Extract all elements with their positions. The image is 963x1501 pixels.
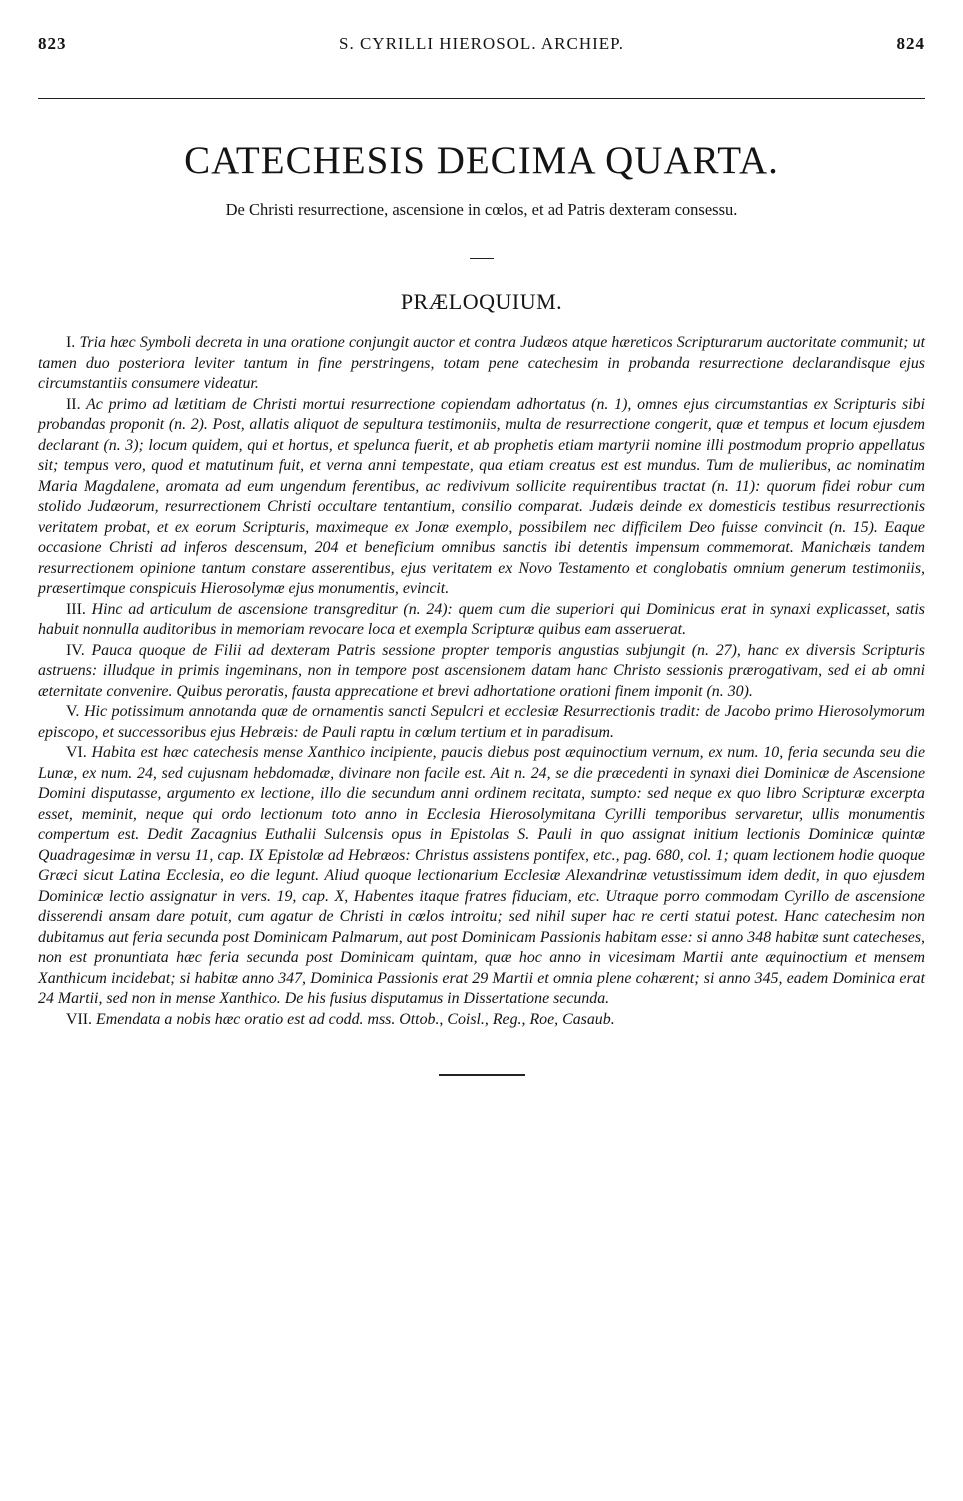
paragraph-7	[38, 1010, 925, 1031]
header-rule	[38, 98, 925, 99]
paragraph-marker: VII.	[66, 1010, 93, 1028]
title-separator	[470, 258, 494, 259]
paragraph-text: Hinc ad articulum de ascensione transgreditur (n. 24): quem cum die superiori qui Dominicus erat in synaxi explicasset, satis habuit nonnulla auditoribus in memoriam revocare loca et exempla Scripturæ quibus eam asseruerat.	[38, 600, 925, 638]
paragraph-1	[38, 333, 925, 395]
paragraph-text: Pauca quoque de Filii ad dexteram Patris sessione propter temporis angustias subjungit (n. 27), hanc ex diversis Scripturis astruens: illudque in primis ingeminans, non in tempore post ascensionem datam hanc Christo sessionis prærogativam, sed ei ab omni æternitate convenire. Quibus peroratis, fausta apprecatione et brevi adhortatione orationi finem imponit (n. 30).	[38, 641, 925, 700]
paragraph-3	[38, 600, 925, 641]
end-rule	[439, 1074, 525, 1076]
paragraph-text: Emendata a nobis hæc oratio est ad codd. mss. Ottob., Coisl., Reg., Roe, Casaub.	[96, 1010, 615, 1028]
paragraph-marker: VI.	[66, 744, 87, 761]
paragraph-text: Tria hæc Symboli decreta in una oratione conjungit auctor et contra Judæos atque hæreticos Scripturarum auctoritate communit; ut tamen duo posteriora leviter tantum in fine perstringens, totam pene catechesim in probanda resurrectione declarandisque ejus circumstantiis consumere videatur.	[38, 334, 925, 392]
paragraph-marker: III.	[66, 600, 86, 618]
document-title: CATECHESIS DECIMA QUARTA.	[184, 139, 779, 182]
paragraph-4	[38, 641, 925, 703]
paragraph-marker: I.	[66, 334, 76, 351]
right-page-number: 824	[896, 34, 925, 53]
left-page-number: 823	[38, 34, 67, 53]
paragraph-text: Habita est hæc catechesis mense Xanthico incipiente, paucis diebus post æquinoctium vernum, ex num. 10, feria secunda seu die Lunæ, ex num. 24, sed cujusnam hebdomadæ, divinare non facile est. Ait n. 24, se die præcedenti in synaxi diei Dominicæ de Ascensione Domini disputasse, argumento ex lectione, illo die secundum anni ordinem recitata, sumpto: sed neque ex quo libro Scripturæ excerpta esset, meminit, neque qui ordo lectionum toto anno in Ecclesia Hierosolymitana Cyrilli temporibus servaretur, ullis monumentis compertum est. Dedit Zacagnius Euthalii Sulcensis opus in Epistolas S. Pauli in quo assignat initium lectionis Dominicæ quintæ Quadragesimæ in versu 11, cap. IX Epistolæ ad Hebræos: Christus assistens pontifex, etc., pag. 680, col. 1; quam lectionem hodie quoque Græci sicut Latina Ecclesia, eo die legunt. Aliud quoque lectionarium Ecclesiæ Alexandrinæ vetustissimum idem dedit, in quo ejusdem Dominicæ lectio assignatur in vers. 19, cap. X, Habentes itaque fratres fiduciam, etc. Utraque porro commodam Cyrillo de ascensione disserendi ansam dare potuit, cum agatur de Christi in cœlos introitu; sed nihil super hac re certi statui potest. Hanc catechesim non dubitamus aut feria secunda post Dominicam Palmarum, aut post Dominicam Passionis habitam esse: si anno 348 habitæ sunt catecheses, non est pronuntiata hæc feria secunda post Dominicam quintam, quæ hoc anno in vicesimam Martii ante æquinoctium et mensem Xanthicum incidebat; si habitæ anno 347, Dominica Passionis erat 29 Martii et omnia plene cohærent; si anno 345, eadem Dominica erat 24 Martii, sed non in mense Xanthico. De his fusius disputamus in Dissertatione secunda.	[38, 744, 925, 1007]
running-header	[38, 34, 925, 54]
preface-body	[38, 333, 925, 1030]
paragraph-2	[38, 395, 925, 600]
paragraph-text: Ac primo ad lætitiam de Christi mortui resurrectione copiendam adhortatus (n. 1), omnes ejus circumstantias ex Scripturis sibi probandas proponit (n. 2). Post, allatis aliquot de sepultura testimoniis, multa de resurrectione congerit, quæ et tempus et locum ejusdem declarant (n. 3); locum quidem, qui et hortus, et spelunca fuerit, et ab prophetis etiam martyrii nomine illi postmodum proprio appellatus sit; tempus vero, quod et matutinum fuit, et verna anni tempestate, qua etiam creatus est est mundus. Tum de mulieribus, ac nominatim Maria Magdalene, aromata ad eum ungendum ferentibus, ac redivivum sollicite requirentibus tractat (n. 11): quorum fidei robur cum stolido Judæorum, resurrectionem Christi occultare tentantium, consilio comparat. Judæis deinde ex domesticis testibus resurrectionis veritatem probat, et ex eorum Scripturis, maximeque ex Jonæ exemplo, possibilem nec difficilem Deo fuisse convincit (n. 15). Eaque occasione Christi ad inferos descensum, 204 et beneficium omnibus sanctis ibi detentis impensum commemorat. Manichæis tandem resurrectionem opinione tantum constare asserentibus, ejus veritatem ex Novo Testamento et conglobatis omnium generum testimoniis, præsertimque conspicuis Hierosolymæ ejus monumentis, evincit.	[38, 395, 925, 597]
paragraph-6	[38, 743, 925, 1010]
paragraph-marker: II.	[66, 395, 81, 413]
paragraph-text: Hic potissimum annotanda quæ de ornamentis sancti Sepulcri et ecclesiæ Resurrectionis tradit: de Jacobo primo Hierosolymorum episcopo, et successoribus ejus Hebræis: de Pauli raptu in cœlum tertium et in paradisum.	[38, 703, 925, 741]
section-title: PRÆLOQUIUM.	[400, 289, 563, 314]
paragraph-marker: V.	[66, 703, 80, 720]
paragraph-marker: IV.	[66, 641, 85, 659]
document-subtitle: De Christi resurrectione, ascensione in cœlos, et ad Patris dexteram consessu.	[225, 200, 738, 219]
paragraph-5	[38, 702, 925, 743]
running-title: S. CYRILLI HIEROSOL. ARCHIEP.	[339, 34, 624, 53]
